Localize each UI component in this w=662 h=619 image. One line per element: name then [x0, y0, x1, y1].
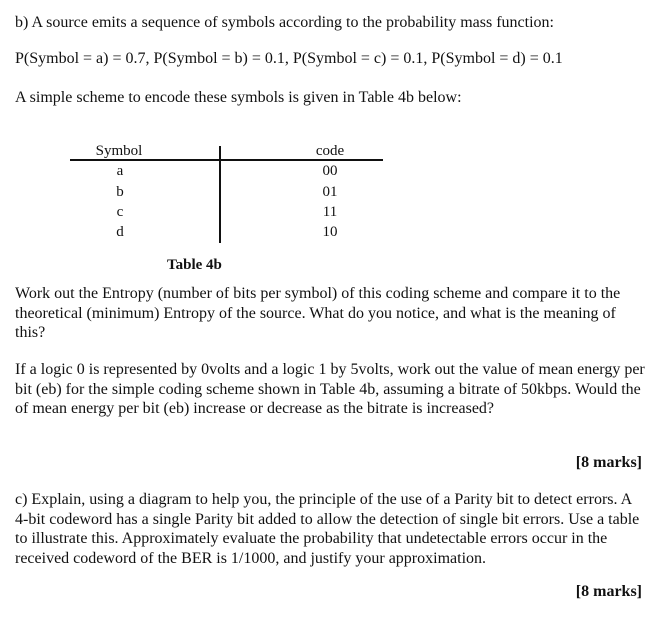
table-caption: Table 4b — [167, 257, 222, 273]
part-c-text: c) Explain, using a diagram to help you, the principle of the use of a Parity bit to detect errors. A 4-bit codeword has a single Parity bit added to allow the detection of single bit errors. Use a table to illustrate this. Approximately evaluate the probability that undetectable errors occur in the received codeword of the BER is 1/1000, and justify your approximation. — [15, 491, 640, 567]
header-rule — [70, 159, 383, 161]
question-entropy: Work out the Entropy (number of bits per symbol) of this coding scheme and compare it to the theoretical (minimum) Entropy of the source. What do you notice, and what is the meaning of this? — [15, 285, 621, 341]
symbol-cell: c — [116, 204, 124, 220]
symbol-cell: a — [116, 163, 124, 179]
code-header: code — [315, 143, 345, 159]
scheme-line: A simple scheme to encode these symbols is given in Table 4b below: — [15, 89, 462, 106]
column-divider — [219, 146, 221, 243]
code-cell: 10 — [322, 224, 338, 240]
symbol-cell: b — [116, 184, 124, 200]
part-b-marks: [8 marks] — [575, 454, 642, 471]
symbol-cell: d — [116, 224, 124, 240]
code-cell: 00 — [322, 163, 338, 179]
code-cell: 01 — [322, 184, 338, 200]
part-c-marks: [8 marks] — [575, 583, 642, 600]
question-energy: If a logic 0 is represented by 0volts and a logic 1 by 5volts, work out the value of mean energy per bit (eb) for the simple coding scheme shown in Table 4b, assuming a bitrate of 50kbps. Would the of mean energy per bit (eb) increase or decrease as the bitrate is increased? — [15, 361, 645, 417]
pmf-line: P(Symbol = a) = 0.7, P(Symbol = b) = 0.1, P(Symbol = c) = 0.1, P(Symbol = d) = 0.1 — [15, 50, 563, 67]
part-b-intro: b) A source emits a sequence of symbols according to the probability mass function: — [15, 14, 554, 31]
symbol-header: Symbol — [95, 143, 143, 159]
code-cell: 11 — [322, 204, 338, 220]
